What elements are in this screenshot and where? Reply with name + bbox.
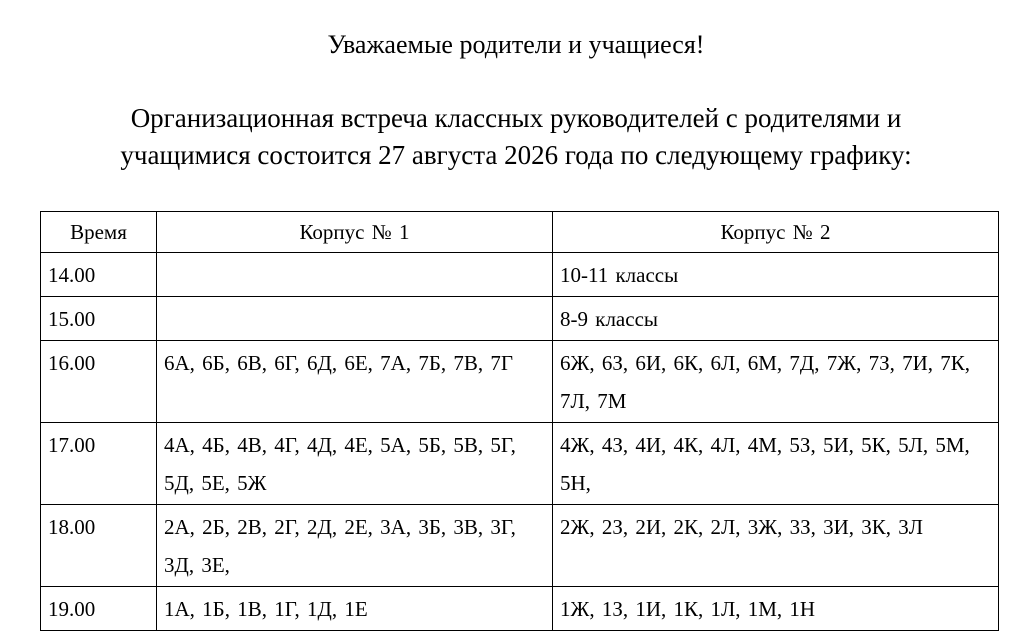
cell-building-2: 10-11 классы	[553, 253, 999, 297]
table-row	[41, 253, 999, 297]
cell-building-1: 4А, 4Б, 4В, 4Г, 4Д, 4Е, 5А, 5Б, 5В, 5Г, 5Д, 5Е, 5Ж	[157, 423, 553, 505]
cell-building-2: 1Ж, 1З, 1И, 1К, 1Л, 1М, 1Н	[553, 587, 999, 631]
announcement-line-2: учащимися состоится 27 августа 2026 года по следующему графику:	[120, 140, 912, 170]
table-row	[41, 341, 999, 423]
table-row	[41, 297, 999, 341]
header-building-1: Корпус № 1	[157, 212, 553, 253]
cell-building-2: 6Ж, 6З, 6И, 6К, 6Л, 6М, 7Д, 7Ж, 7З, 7И, 7К, 7Л, 7М	[553, 341, 999, 423]
cell-time: 16.00	[41, 341, 157, 423]
cell-building-1	[157, 297, 553, 341]
cell-time: 19.00	[41, 587, 157, 631]
header-building-2: Корпус № 2	[553, 212, 999, 253]
greeting-heading: Уважаемые родители и учащиеся!	[327, 30, 705, 59]
cell-building-2: 8-9 классы	[553, 297, 999, 341]
cell-building-1: 1А, 1Б, 1В, 1Г, 1Д, 1Е	[157, 587, 553, 631]
announcement-line-1: Организационная встреча классных руководителей с родителями и	[130, 103, 902, 133]
table-row	[41, 505, 999, 587]
meeting-schedule-table	[40, 211, 999, 631]
cell-building-1	[157, 253, 553, 297]
cell-building-2: 4Ж, 4З, 4И, 4К, 4Л, 4М, 5З, 5И, 5К, 5Л, 5М, 5Н,	[553, 423, 999, 505]
table-row	[41, 587, 999, 631]
cell-time: 18.00	[41, 505, 157, 587]
cell-building-2: 2Ж, 2З, 2И, 2К, 2Л, 3Ж, 3З, 3И, 3К, 3Л	[553, 505, 999, 587]
table-header-row	[41, 212, 999, 253]
cell-time: 14.00	[41, 253, 157, 297]
table-row	[41, 423, 999, 505]
cell-building-1: 2А, 2Б, 2В, 2Г, 2Д, 2Е, 3А, 3Б, 3В, 3Г, 3Д, 3Е,	[157, 505, 553, 587]
cell-building-1: 6А, 6Б, 6В, 6Г, 6Д, 6Е, 7А, 7Б, 7В, 7Г	[157, 341, 553, 423]
cell-time: 15.00	[41, 297, 157, 341]
header-time: Время	[41, 212, 157, 253]
cell-time: 17.00	[41, 423, 157, 505]
announcement-text	[20, 100, 1012, 174]
